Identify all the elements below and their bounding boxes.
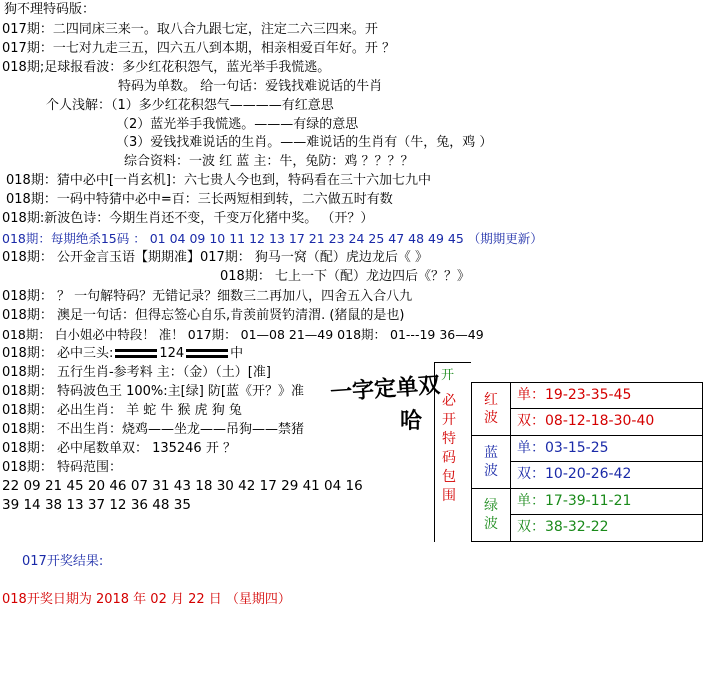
table-grid [471, 382, 703, 542]
open-label: 开 [441, 368, 455, 383]
red-even-row: 双：08-12-18-30-40 [511, 409, 703, 436]
handwriting-line-1: 一字定单双 [329, 372, 441, 406]
label-char: 波 [484, 463, 498, 479]
red-odd-row: 单：19-23-35-45 [511, 382, 703, 409]
text-line: 017期：一七对九走三五，四六五八到本期，相亲相爱百年好。开 ？ [2, 41, 395, 56]
table-top-line [435, 362, 471, 363]
text-line: 018期： ？ 一句解特码？无错记录？细数三二再加八，四舍五入合八九 [2, 289, 413, 304]
next-draw-date: 018开奖日期为 2018 年 02 月 22 日 （星期四） [2, 592, 291, 607]
text-line: 018期： 特码波色王 100%:主[绿] 防[蓝《开？》准 [2, 384, 304, 399]
text-line: 017期：二四同床三来一。取八合九跟七定，注定二六三四来。开 [2, 22, 378, 37]
bars-right [186, 349, 228, 358]
side-char: 开 [442, 412, 456, 428]
text-line: 特码为单数。 给一句话：爱钱找难说话的牛肖 [118, 79, 383, 94]
text-line: 018期： 特码范围： [2, 460, 122, 475]
blue-even-row: 双：10-20-26-42 [511, 462, 703, 489]
text-line: 018期： 公开金言玉语【期期准】017期： 狗马一窝（配）虎边龙后《 》 [2, 250, 429, 265]
three-heads-line [2, 345, 243, 362]
side-char: 必 [442, 393, 456, 409]
text-line: （2）蓝光举手我慌逃。———有绿的意思 [116, 117, 359, 132]
label-char: 波 [484, 410, 498, 426]
text-line: 018期： 必出生肖： 羊 蛇 牛 猴 虎 狗 兔 [2, 403, 242, 418]
text-line: （3）爱钱找难说话的生肖。——难说话的生肖有（牛，兔，鸡 ） [116, 135, 493, 150]
blue-wave-label [471, 435, 511, 489]
green-odd-row: 单：17-39-11-21 [511, 488, 703, 515]
text-line: 018期：每期绝杀15码 ： 01 04 09 10 11 12 13 17 21 23 24 25 47 48 49 45 （期期更新） [2, 231, 543, 246]
red-wave-label [471, 382, 511, 436]
side-char: 码 [442, 450, 456, 466]
three-heads-prefix: 018期： 必中三头: [2, 346, 114, 361]
text-line: 018期：一码中特猜中必中=百：三长两短相到转，二六做五时有数 [6, 192, 393, 207]
range-row-1: 22 09 21 45 20 46 07 31 43 18 30 42 17 29 41 04 16 [2, 478, 363, 494]
side-label [441, 392, 457, 506]
side-char: 围 [442, 488, 456, 504]
label-char: 蓝 [484, 445, 498, 461]
label-char: 绿 [484, 498, 498, 514]
label-char: 红 [484, 392, 498, 408]
three-heads-number: 124 [159, 346, 185, 361]
text-line: 018期： 澳足一句话：但得忘签心自乐,肯羡前贤钓清渭. (猪鼠的是也) [2, 308, 405, 323]
result-label: 017开奖结果: [22, 554, 104, 569]
bars-left [115, 349, 157, 358]
text-line: 018期:新波色诗：今期生肖还不变，千变万化猪中奖。 （开？） [2, 211, 374, 226]
text-line: 个人浅解：（1）多少红花积怨气————有红意思 [46, 98, 334, 113]
text-line: 018期： 七上一下（配）龙边四后《？？》 [220, 269, 470, 284]
text-line: 018期： 不出生肖：烧鸡——坐龙——吊狗——禁猪 [2, 422, 304, 437]
text-line: 018期;足球报看波：多少红花积怨气，蓝光举手我慌逃。 [2, 60, 331, 75]
wave-table [434, 362, 703, 542]
text-line: 018期： 必中尾数单双： 135246 开 ？ [2, 441, 236, 456]
label-char: 波 [484, 516, 498, 532]
green-wave-label [471, 488, 511, 542]
range-row-2: 39 14 38 13 37 12 36 48 35 [2, 497, 191, 513]
text-line: 018期： 白小姐必中特段！ 准！ 017期： 01—08 21—49 018期： 01---19 36—49 [2, 327, 484, 342]
green-even-row: 双：38-32-22 [511, 515, 703, 542]
text-line: 018期： 五行生肖-参考料 主：（金）（土）[准] [2, 365, 271, 380]
side-char: 包 [442, 469, 456, 485]
blue-odd-row: 单：03-15-25 [511, 435, 703, 462]
handwriting-line-2: 哈 [400, 408, 423, 434]
page-title: 狗不理特码版： [4, 2, 96, 17]
text-line: 018期：猜中必中[一肖玄机]：六七贵人今也到，特码看在三十六加七九中 [6, 173, 431, 188]
side-char: 特 [442, 431, 456, 447]
three-heads-suffix: 中 [230, 346, 244, 361]
text-line: 综合资料：一波 红 蓝 主：牛，兔防：鸡 ？？？？ [124, 154, 414, 169]
